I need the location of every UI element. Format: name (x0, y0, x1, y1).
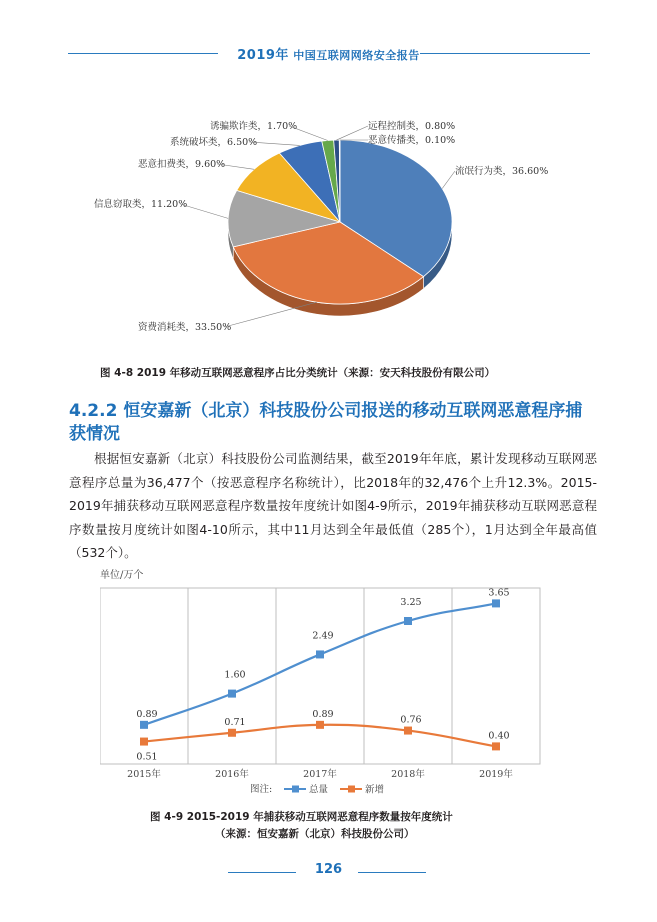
pie-label-1: 资费消耗类，33.50% (138, 322, 232, 333)
header-year: 2019年 (237, 48, 289, 63)
line-point-0-0 (140, 721, 148, 729)
pie-leader-0 (442, 171, 455, 188)
pie-label-0: 流氓行为类，36.60% (455, 166, 549, 177)
line-point-1-0 (140, 738, 148, 746)
line-chart-border (100, 588, 540, 764)
line-chart-series (140, 599, 500, 750)
line-point-0-4 (492, 599, 500, 607)
line-data-label: 0.51 (136, 751, 158, 763)
pie-label-7: 恶意传播类，0.10% (368, 135, 456, 146)
line-data-label: 1.60 (224, 669, 246, 681)
legend-label-1: 新增 (365, 784, 385, 796)
line-point-1-4 (492, 742, 500, 750)
line-data-label: 0.40 (488, 730, 510, 742)
figure-4-8-caption: 图 4-8 2019 年移动互联网恶意程序占比分类统计（来源：安天科技股份有限公司） (100, 367, 496, 379)
pie-leader-2 (180, 204, 228, 218)
pie-leader-1 (224, 302, 316, 327)
legend-label-0: 总量 (309, 784, 329, 796)
line-data-label: 0.71 (224, 716, 246, 728)
pie-label-5: 诱骗欺诈类，1.70% (210, 121, 298, 132)
figure-4-9-caption-line2: （来源：恒安嘉新（北京）科技股份公司） (215, 828, 415, 840)
line-point-0-3 (404, 617, 412, 625)
legend-marker-1 (348, 786, 355, 793)
line-chart-x-label: 2017年 (303, 769, 337, 780)
line-chart-x-label: 2015年 (127, 769, 161, 780)
line-chart (100, 568, 560, 798)
line-data-label: 3.25 (400, 597, 422, 608)
running-header (0, 44, 657, 63)
line-chart-grid (100, 588, 540, 764)
line-chart-unit-label: 单位/万个 (100, 570, 144, 581)
figure-4-9-caption-line1: 图 4-9 2015-2019 年捕获移动互联网恶意程序数量按年度统计 (150, 811, 453, 823)
line-point-0-1 (228, 690, 236, 698)
page-number: 126 (314, 862, 343, 877)
pie-label-3: 恶意扣费类，9.60% (138, 159, 226, 170)
line-point-0-2 (316, 650, 324, 658)
line-chart-x-label: 2016年 (215, 769, 249, 780)
pie-label-2: 信息窃取类，11.20% (94, 199, 188, 210)
header-report-title: 中国互联网网络安全报告 (293, 49, 420, 62)
pie-label-6: 远程控制类，0.80% (368, 121, 456, 132)
line-chart-x-label: 2018年 (391, 769, 425, 780)
legend-marker-0 (292, 786, 299, 793)
section-heading: 4.2.2 恒安嘉新（北京）科技股份公司报送的移动互联网恶意程序捕获情况 (69, 401, 583, 444)
pie-chart-slices (228, 140, 452, 316)
line-chart-x-label: 2019年 (479, 769, 513, 780)
section-body (69, 447, 597, 565)
line-chart-text (100, 568, 513, 796)
line-data-label: 0.89 (312, 708, 334, 720)
line-data-label: 2.49 (312, 630, 334, 642)
pie-chart (60, 110, 600, 350)
section-paragraph: 根据恒安嘉新（北京）科技股份公司监测结果，截至2019年年底，累计发现移动互联网恶意程序总量为36,477个（按恶意程序名称统计），比2018年的32,476个上升12.3%。2015-2019年捕获移动互联网恶意程序数量按年度统计如图4-9所示，2019年捕获移动互联网恶意程序数量按月度统计如图4-10所示，其中11月达到全年最低值（285个），1月达到全年最高值（532个）。 (69, 451, 597, 560)
line-point-1-3 (404, 727, 412, 735)
legend-prefix: 图注: (250, 784, 273, 795)
line-data-label: 0.76 (400, 714, 422, 726)
pie-label-4: 系统破坏类，6.50% (170, 137, 258, 148)
pie-leader-5 (289, 126, 328, 140)
line-point-1-1 (228, 729, 236, 737)
line-series-0 (144, 603, 496, 724)
pie-leader-6 (336, 126, 368, 140)
line-data-label: 3.65 (488, 587, 510, 599)
line-data-label: 0.89 (136, 708, 158, 720)
line-point-1-2 (316, 721, 324, 729)
